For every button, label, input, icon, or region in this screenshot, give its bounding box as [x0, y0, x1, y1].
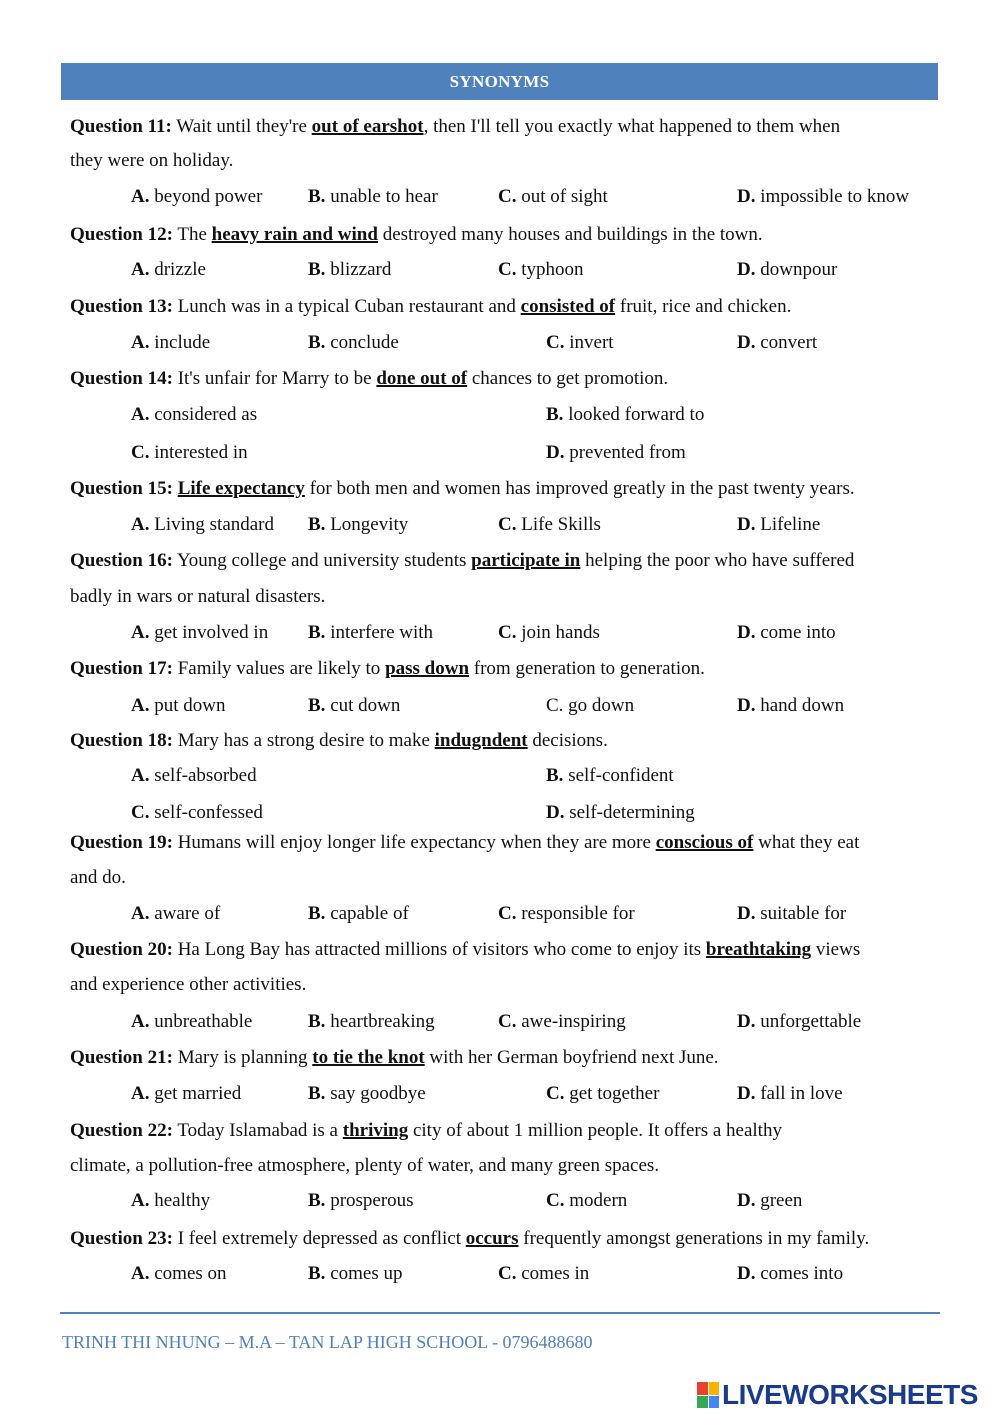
question-text: It's unfair for Marry to be — [172, 368, 377, 389]
answer-option-b[interactable] — [308, 1082, 426, 1106]
answer-option-b[interactable] — [308, 185, 438, 209]
option-text: suitable for — [755, 903, 847, 924]
option-letter: C. — [131, 802, 150, 823]
option-letter: C. — [498, 259, 517, 280]
option-text: unbreathable — [149, 1011, 253, 1032]
option-letter: C. — [498, 514, 517, 535]
question-text-line — [70, 973, 306, 997]
option-text: cut down — [325, 695, 401, 716]
question-text-line — [70, 477, 855, 501]
footer-divider — [60, 1312, 940, 1314]
option-letter: A. — [131, 1011, 150, 1032]
liveworksheets-logo — [697, 1378, 978, 1412]
option-letter: A. — [131, 186, 150, 207]
option-text: capable of — [325, 903, 409, 924]
option-letter: A. — [131, 1190, 150, 1211]
option-text: unable to hear — [325, 186, 438, 207]
question-text: Humans will enjoy longer life expectancy when they are more — [172, 832, 656, 853]
answer-option-d[interactable] — [737, 185, 909, 209]
answer-option-b[interactable] — [308, 694, 400, 718]
answer-option-c[interactable] — [546, 694, 634, 718]
question-text: city of about 1 million people. It offers a healthy — [408, 1120, 782, 1141]
question-text-line — [70, 367, 668, 391]
answer-option-b[interactable] — [546, 764, 674, 788]
underlined-keyword: breathtaking — [705, 939, 812, 960]
option-text: heartbreaking — [325, 1011, 435, 1032]
underlined-keyword: done out of — [376, 368, 468, 389]
option-text: self-confident — [563, 765, 674, 786]
question-text: , then I'll tell you exactly what happened to them when — [423, 116, 841, 137]
option-letter: C. go down — [546, 695, 635, 716]
question-text: badly in wars or natural disasters. — [70, 586, 326, 607]
question-text: fruit, rice and chicken. — [615, 296, 792, 317]
option-text: modern — [564, 1190, 628, 1211]
option-letter: A. — [131, 765, 150, 786]
footer-credit: TRINH THI NHUNG – M.A – TAN LAP HIGH SCHOOL - 0796488680 — [62, 1332, 593, 1352]
question-text: helping the poor who have suffered — [580, 550, 855, 571]
question-text-line — [70, 1119, 782, 1143]
answer-option-d[interactable] — [737, 902, 846, 926]
question-text: from generation to generation. — [469, 658, 705, 679]
question-number: Question 11: — [70, 116, 172, 137]
option-text: prosperous — [325, 1190, 414, 1211]
option-letter: B. — [546, 404, 564, 425]
underlined-keyword: thriving — [342, 1120, 409, 1141]
question-text: decisions. — [527, 730, 608, 751]
option-letter: A. — [131, 514, 150, 535]
answer-option-a[interactable] — [131, 764, 257, 788]
answer-option-d[interactable] — [737, 694, 844, 718]
option-letter: D. — [737, 1263, 756, 1284]
question-text-line — [70, 938, 860, 962]
option-text: fall in love — [755, 1083, 843, 1104]
option-text: self-absorbed — [149, 765, 257, 786]
answer-option-d[interactable] — [737, 513, 820, 537]
underlined-keyword: participate in — [471, 550, 581, 571]
option-letter: B. — [308, 622, 326, 643]
option-letter: C. — [546, 1083, 565, 1104]
question-text-line — [70, 115, 840, 139]
option-text: looked forward to — [563, 404, 705, 425]
answer-option-b[interactable] — [308, 1010, 435, 1034]
option-text: invert — [564, 332, 614, 353]
question-text-line — [70, 831, 859, 855]
section-title-banner — [61, 63, 938, 100]
option-letter: B. — [308, 259, 326, 280]
option-text: Living standard — [149, 514, 275, 535]
option-text: conclude — [325, 332, 399, 353]
answer-option-a[interactable] — [131, 403, 257, 427]
option-letter: D. — [546, 802, 565, 823]
option-text: impossible to know — [755, 186, 910, 207]
question-text: what they eat — [753, 832, 860, 853]
answer-option-d[interactable] — [737, 1082, 843, 1106]
option-text: convert — [755, 332, 818, 353]
question-text-line — [70, 729, 608, 753]
option-text: Longevity — [325, 514, 409, 535]
option-text: join hands — [516, 622, 600, 643]
option-text: Life Skills — [516, 514, 601, 535]
answer-option-b[interactable] — [308, 331, 399, 355]
option-letter: D. — [737, 514, 756, 535]
question-text-line — [70, 223, 763, 247]
answer-option-c[interactable] — [546, 331, 614, 355]
answer-option-a[interactable] — [131, 1010, 252, 1034]
answer-option-c[interactable] — [498, 1010, 626, 1034]
question-text-line — [70, 1046, 719, 1070]
option-letter: B. — [308, 186, 326, 207]
option-letter: B. — [308, 1083, 326, 1104]
question-text: Mary has a strong desire to make — [172, 730, 435, 751]
option-text: typhoon — [516, 259, 584, 280]
question-number: Question 22: — [70, 1120, 173, 1141]
answer-option-c[interactable] — [131, 801, 263, 825]
question-text: chances to get promotion. — [467, 368, 669, 389]
option-text: out of sight — [516, 186, 608, 207]
option-letter: B. — [308, 514, 326, 535]
option-text: say goodbye — [325, 1083, 426, 1104]
answer-option-c[interactable] — [498, 513, 601, 537]
question-text-line — [70, 549, 854, 573]
question-number: Question 17: — [70, 658, 173, 679]
option-letter: D. — [737, 1083, 756, 1104]
option-letter: C. — [546, 1190, 565, 1211]
option-text: aware of — [149, 903, 221, 924]
option-text: get involved in — [149, 622, 269, 643]
underlined-keyword: pass down — [385, 658, 470, 679]
option-text: get together — [564, 1083, 660, 1104]
answer-option-d[interactable] — [737, 1010, 861, 1034]
option-text: drizzle — [149, 259, 206, 280]
option-letter: D. — [546, 442, 565, 463]
option-letter: C. — [498, 1011, 517, 1032]
option-text: considered as — [149, 404, 258, 425]
answer-option-d[interactable] — [737, 258, 837, 282]
question-text: Wait until they're — [171, 116, 312, 137]
option-letter: C. — [546, 332, 565, 353]
answer-option-b[interactable] — [546, 403, 704, 427]
option-text: unforgettable — [755, 1011, 862, 1032]
option-letter: D. — [737, 259, 756, 280]
option-text: include — [149, 332, 211, 353]
option-letter: D. — [737, 622, 756, 643]
option-letter: B. — [308, 1190, 326, 1211]
question-number: Question 23: — [70, 1228, 173, 1249]
brand-name: LIVEWORKSHEETS — [722, 1379, 978, 1410]
answer-option-d[interactable] — [737, 621, 836, 645]
option-text: come into — [755, 622, 836, 643]
question-number: Question 20: — [70, 939, 173, 960]
answer-option-c[interactable] — [498, 185, 608, 209]
option-text: get married — [149, 1083, 242, 1104]
section-title: SYNONYMS — [449, 71, 550, 91]
question-text-line — [70, 1227, 869, 1251]
question-text-line — [70, 585, 325, 609]
option-text: awe-inspiring — [516, 1011, 626, 1032]
answer-option-c[interactable] — [498, 902, 635, 926]
question-text: they were on holiday. — [70, 150, 234, 171]
option-letter: A. — [131, 332, 150, 353]
question-text: destroyed many houses and buildings in the town. — [377, 224, 763, 245]
answer-option-c[interactable] — [498, 258, 584, 282]
answer-option-c[interactable] — [546, 1189, 627, 1213]
question-text: frequently amongst generations in my family. — [518, 1228, 870, 1249]
option-letter: D. — [737, 903, 756, 924]
question-text: Young college and university students — [172, 550, 472, 571]
option-text: self-determining — [564, 802, 695, 823]
option-text: interested in — [149, 442, 248, 463]
question-number: Question 13: — [70, 296, 173, 317]
option-letter: C. — [498, 186, 517, 207]
question-text: Ha Long Bay has attracted millions of visitors who come to enjoy its — [172, 939, 706, 960]
answer-option-d[interactable] — [546, 441, 686, 465]
option-text: put down — [149, 695, 226, 716]
option-text: responsible for — [516, 903, 635, 924]
option-letter: B. — [308, 695, 326, 716]
option-letter: A. — [131, 622, 150, 643]
option-letter: A. — [131, 1083, 150, 1104]
option-letter: B. — [308, 1263, 326, 1284]
option-text: healthy — [149, 1190, 211, 1211]
answer-option-a[interactable] — [131, 1082, 241, 1106]
question-text: with her German boyfriend next June. — [424, 1047, 719, 1068]
option-text: downpour — [755, 259, 838, 280]
question-text: climate, a pollution-free atmosphere, plenty of water, and many green spaces. — [70, 1155, 660, 1176]
question-number: Question 15: — [70, 478, 173, 499]
option-text: hand down — [755, 695, 845, 716]
question-text: Family values are likely to — [172, 658, 386, 679]
answer-option-d[interactable] — [737, 331, 817, 355]
answer-option-a[interactable] — [131, 902, 220, 926]
option-letter: C. — [131, 442, 150, 463]
option-letter: B. — [546, 765, 564, 786]
option-letter: A. — [131, 259, 150, 280]
option-text: Lifeline — [755, 514, 821, 535]
question-text-line — [70, 1154, 659, 1178]
question-text: views — [811, 939, 861, 960]
answer-option-c[interactable] — [131, 441, 248, 465]
option-text: self-confessed — [149, 802, 263, 823]
option-text: interfere with — [325, 622, 434, 643]
answer-option-b[interactable] — [308, 513, 408, 537]
option-letter: B. — [308, 1011, 326, 1032]
answer-option-a[interactable] — [131, 331, 210, 355]
option-letter: A. — [131, 903, 150, 924]
underlined-keyword: conscious of — [655, 832, 754, 853]
option-letter: C. — [498, 622, 517, 643]
question-number: Question 21: — [70, 1047, 173, 1068]
answer-option-b[interactable] — [308, 1189, 414, 1213]
option-text: blizzard — [325, 259, 392, 280]
option-letter: D. — [737, 695, 756, 716]
answer-option-b[interactable] — [308, 902, 409, 926]
answer-option-a[interactable] — [131, 185, 262, 209]
answer-option-b[interactable] — [308, 258, 391, 282]
option-text: comes in — [516, 1263, 590, 1284]
answer-option-a[interactable] — [131, 1262, 227, 1286]
question-number: Question 12: — [70, 224, 173, 245]
answer-option-a[interactable] — [131, 621, 268, 645]
answer-option-a[interactable] — [131, 694, 225, 718]
option-text: green — [755, 1190, 803, 1211]
underlined-keyword: Life expectancy — [177, 478, 305, 499]
option-letter: C. — [498, 1263, 517, 1284]
option-letter: A. — [131, 1263, 150, 1284]
question-text: I feel extremely depressed as conflict — [172, 1228, 466, 1249]
question-text: Today Islamabad is a — [172, 1120, 343, 1141]
option-letter: D. — [737, 1190, 756, 1211]
option-text: comes on — [149, 1263, 227, 1284]
question-text: for both men and women has improved greatly in the past twenty years. — [304, 478, 855, 499]
question-text: Lunch was in a typical Cuban restaurant and — [172, 296, 521, 317]
answer-option-d[interactable] — [546, 801, 695, 825]
answer-option-c[interactable] — [498, 1262, 589, 1286]
answer-option-b[interactable] — [308, 1262, 402, 1286]
option-letter: B. — [308, 332, 326, 353]
question-text: The — [172, 224, 212, 245]
option-text: comes up — [325, 1263, 403, 1284]
option-letter: D. — [737, 1011, 756, 1032]
underlined-keyword: occurs — [465, 1228, 519, 1249]
option-letter: C. — [498, 903, 517, 924]
answer-option-c[interactable] — [498, 621, 600, 645]
underlined-keyword: out of earshot — [311, 116, 424, 137]
answer-option-c[interactable] — [546, 1082, 659, 1106]
question-number: Question 18: — [70, 730, 173, 751]
option-letter: B. — [308, 903, 326, 924]
answer-option-a[interactable] — [131, 258, 206, 282]
question-number: Question 19: — [70, 832, 173, 853]
question-text-line — [70, 295, 791, 319]
answer-option-d[interactable] — [737, 1189, 802, 1213]
answer-option-a[interactable] — [131, 513, 274, 537]
option-text: comes into — [755, 1263, 844, 1284]
option-text: prevented from — [564, 442, 686, 463]
underlined-keyword: consisted of — [520, 296, 616, 317]
answer-option-a[interactable] — [131, 1189, 210, 1213]
question-text: and experience other activities. — [70, 974, 307, 995]
underlined-keyword: indugndent — [434, 730, 528, 751]
option-letter: D. — [737, 332, 756, 353]
question-text-line — [70, 657, 705, 681]
question-number: Question 14: — [70, 368, 173, 389]
underlined-keyword: heavy rain and wind — [211, 224, 378, 245]
option-letter: A. — [131, 404, 150, 425]
option-text: beyond power — [149, 186, 263, 207]
question-number: Question 16: — [70, 550, 173, 571]
underlined-keyword: to tie the knot — [312, 1047, 425, 1068]
question-text-line — [70, 866, 126, 890]
question-text: Mary is planning — [172, 1047, 313, 1068]
answer-option-b[interactable] — [308, 621, 433, 645]
option-letter: A. — [131, 695, 150, 716]
option-letter: D. — [737, 186, 756, 207]
logo-icon — [697, 1382, 719, 1408]
question-text-line — [70, 149, 233, 173]
answer-option-d[interactable] — [737, 1262, 843, 1286]
question-text: and do. — [70, 867, 126, 888]
